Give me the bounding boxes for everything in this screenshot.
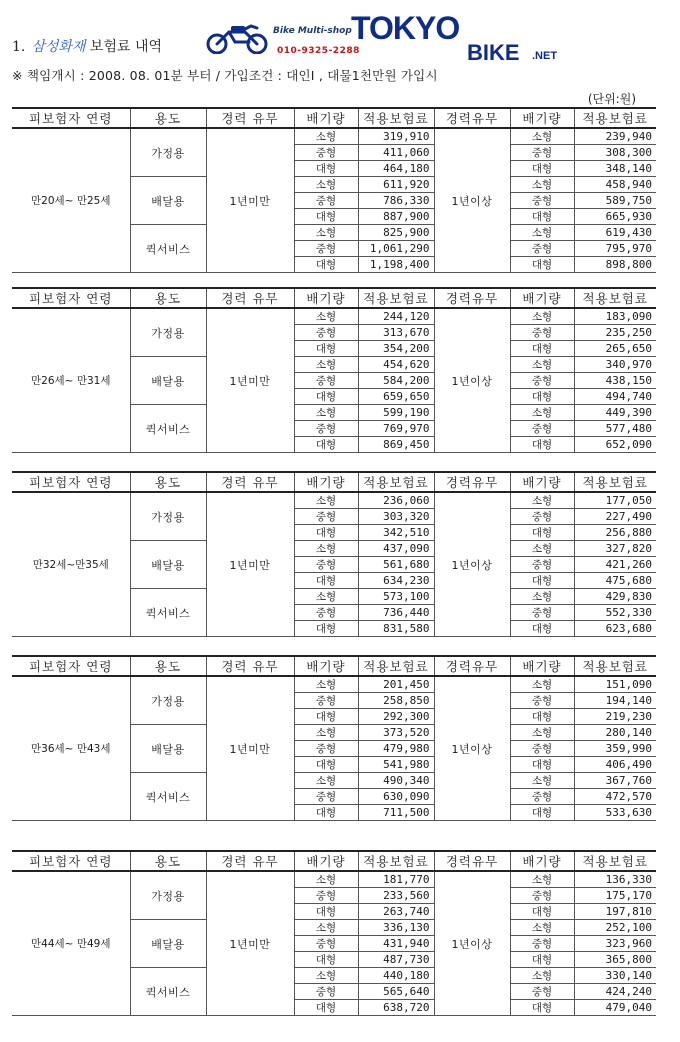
displacement-cell: 대형 (294, 621, 358, 637)
displacement-cell: 중형 (294, 984, 358, 1000)
usage-cell: 배달용 (130, 357, 206, 405)
premium-cell: 630,090 (358, 789, 434, 805)
displacement-cell: 대형 (510, 709, 574, 725)
column-header: 용도 (130, 851, 206, 871)
premium-cell: 258,850 (358, 693, 434, 709)
logo-brand-bike: BIKE (467, 40, 520, 65)
premium-cell: 323,960 (574, 936, 656, 952)
displacement-cell: 중형 (294, 693, 358, 709)
displacement-cell: 대형 (294, 757, 358, 773)
premium-cell: 256,880 (574, 525, 656, 541)
premium-cell: 263,740 (358, 904, 434, 920)
logo-phone: 010-9325-2288 (277, 46, 360, 56)
premium-cell: 313,670 (358, 325, 434, 341)
column-header: 배기량 (510, 288, 574, 308)
premium-cell: 589,750 (574, 193, 656, 209)
displacement-cell: 소형 (294, 589, 358, 605)
experience-cell: 1년미만 (206, 871, 294, 1016)
motorcycle-icon (205, 20, 271, 54)
displacement-cell: 중형 (510, 936, 574, 952)
premium-cell: 438,150 (574, 373, 656, 389)
column-header: 적용보험료 (358, 851, 434, 871)
displacement-cell: 대형 (510, 209, 574, 225)
premium-cell: 887,900 (358, 209, 434, 225)
displacement-cell: 소형 (294, 871, 358, 888)
displacement-cell: 소형 (294, 676, 358, 693)
experience-cell: 1년미만 (206, 676, 294, 821)
displacement-cell: 대형 (294, 805, 358, 821)
column-header: 피보험자 연령 (12, 656, 130, 676)
column-header: 경력유무 (434, 288, 510, 308)
column-header: 배기량 (294, 108, 358, 128)
premium-cell: 342,510 (358, 525, 434, 541)
column-header: 배기량 (510, 472, 574, 492)
displacement-cell: 중형 (294, 509, 358, 525)
displacement-cell: 중형 (510, 325, 574, 341)
premium-cell: 175,170 (574, 888, 656, 904)
displacement-cell: 중형 (510, 557, 574, 573)
column-header: 경력유무 (434, 108, 510, 128)
usage-cell: 퀵서비스 (130, 773, 206, 821)
column-header: 적용보험료 (574, 108, 656, 128)
displacement-cell: 중형 (510, 693, 574, 709)
displacement-cell: 대형 (294, 573, 358, 589)
displacement-cell: 중형 (510, 373, 574, 389)
displacement-cell: 중형 (510, 888, 574, 904)
usage-cell: 가정용 (130, 492, 206, 541)
premium-table (12, 655, 656, 821)
premium-cell: 552,330 (574, 605, 656, 621)
displacement-cell: 대형 (294, 904, 358, 920)
column-header: 경력 유무 (206, 288, 294, 308)
premium-cell: 573,100 (358, 589, 434, 605)
displacement-cell: 중형 (510, 605, 574, 621)
experience-cell: 1년이상 (434, 128, 510, 273)
premium-cell: 183,090 (574, 308, 656, 325)
premium-cell: 233,560 (358, 888, 434, 904)
displacement-cell: 대형 (510, 257, 574, 273)
column-header: 경력유무 (434, 656, 510, 676)
displacement-cell: 대형 (510, 389, 574, 405)
premium-cell: 440,180 (358, 968, 434, 984)
displacement-cell: 소형 (294, 225, 358, 241)
experience-cell: 1년미만 (206, 492, 294, 637)
section-number: 1. (12, 39, 26, 55)
column-header: 피보험자 연령 (12, 288, 130, 308)
displacement-cell: 소형 (294, 541, 358, 557)
premium-cell: 340,970 (574, 357, 656, 373)
column-header: 배기량 (294, 851, 358, 871)
premium-cell: 151,090 (574, 676, 656, 693)
displacement-cell: 중형 (294, 888, 358, 904)
premium-cell: 665,930 (574, 209, 656, 225)
displacement-cell: 중형 (294, 741, 358, 757)
displacement-cell: 중형 (294, 789, 358, 805)
premium-table (12, 850, 656, 1016)
unit-label: (단위:원) (587, 92, 636, 106)
column-header: 배기량 (510, 108, 574, 128)
column-header: 경력 유무 (206, 851, 294, 871)
premium-cell: 348,140 (574, 161, 656, 177)
displacement-cell: 대형 (294, 437, 358, 453)
premium-cell: 292,300 (358, 709, 434, 725)
premium-cell: 244,120 (358, 308, 434, 325)
premium-cell: 479,040 (574, 1000, 656, 1016)
column-header: 경력 유무 (206, 108, 294, 128)
displacement-cell: 대형 (294, 709, 358, 725)
displacement-cell: 대형 (294, 389, 358, 405)
displacement-cell: 중형 (510, 984, 574, 1000)
premium-cell: 711,500 (358, 805, 434, 821)
column-header: 배기량 (294, 656, 358, 676)
displacement-cell: 소형 (294, 357, 358, 373)
premium-cell: 487,730 (358, 952, 434, 968)
displacement-cell: 대형 (510, 437, 574, 453)
displacement-cell: 대형 (510, 161, 574, 177)
column-header: 적용보험료 (574, 656, 656, 676)
displacement-cell: 중형 (294, 241, 358, 257)
displacement-cell: 중형 (294, 936, 358, 952)
displacement-cell: 소형 (510, 225, 574, 241)
age-range-cell: 만44세~ 만49세 (12, 871, 130, 1016)
column-header: 적용보험료 (358, 288, 434, 308)
usage-cell: 배달용 (130, 725, 206, 773)
displacement-cell: 대형 (510, 805, 574, 821)
age-range-cell: 만32세~만35세 (12, 492, 130, 637)
displacement-cell: 중형 (294, 145, 358, 161)
premium-cell: 365,800 (574, 952, 656, 968)
displacement-cell: 중형 (510, 241, 574, 257)
column-header: 용도 (130, 472, 206, 492)
premium-cell: 494,740 (574, 389, 656, 405)
usage-cell: 배달용 (130, 541, 206, 589)
premium-cell: 869,450 (358, 437, 434, 453)
displacement-cell: 소형 (294, 968, 358, 984)
table-row (12, 871, 656, 888)
column-header: 경력유무 (434, 472, 510, 492)
displacement-cell: 중형 (510, 145, 574, 161)
premium-table (12, 471, 656, 637)
premium-cell: 619,430 (574, 225, 656, 241)
displacement-cell: 소형 (510, 676, 574, 693)
experience-cell: 1년이상 (434, 871, 510, 1016)
premium-cell: 319,910 (358, 128, 434, 145)
premium-cell: 252,100 (574, 920, 656, 936)
premium-cell: 265,650 (574, 341, 656, 357)
usage-cell: 퀵서비스 (130, 225, 206, 273)
experience-cell: 1년이상 (434, 492, 510, 637)
displacement-cell: 중형 (510, 421, 574, 437)
premium-cell: 449,390 (574, 405, 656, 421)
column-header: 용도 (130, 288, 206, 308)
displacement-cell: 소형 (510, 773, 574, 789)
premium-cell: 424,240 (574, 984, 656, 1000)
premium-cell: 327,820 (574, 541, 656, 557)
company-name: 삼성화재 (31, 39, 86, 55)
premium-cell: 201,450 (358, 676, 434, 693)
column-header: 배기량 (294, 288, 358, 308)
premium-cell: 825,900 (358, 225, 434, 241)
premium-cell: 533,630 (574, 805, 656, 821)
premium-cell: 235,250 (574, 325, 656, 341)
premium-cell: 786,330 (358, 193, 434, 209)
premium-cell: 652,090 (574, 437, 656, 453)
column-header: 경력 유무 (206, 656, 294, 676)
premium-cell: 565,640 (358, 984, 434, 1000)
premium-cell: 475,680 (574, 573, 656, 589)
premium-cell: 561,680 (358, 557, 434, 573)
table-header-row (12, 472, 656, 492)
displacement-cell: 소형 (510, 541, 574, 557)
premium-table (12, 107, 656, 273)
displacement-cell: 대형 (510, 757, 574, 773)
premium-cell: 181,770 (358, 871, 434, 888)
premium-cell: 303,320 (358, 509, 434, 525)
displacement-cell: 소형 (510, 968, 574, 984)
displacement-cell: 소형 (510, 308, 574, 325)
displacement-cell: 소형 (294, 492, 358, 509)
premium-cell: 411,060 (358, 145, 434, 161)
premium-cell: 227,490 (574, 509, 656, 525)
coverage-notice: ※ 책임개시 : 2008. 08. 01분 부터 / 가입조건 : 대인I , 대물1천만원 가입시 (12, 68, 438, 83)
usage-cell: 배달용 (130, 177, 206, 225)
table-header-row (12, 656, 656, 676)
usage-cell: 가정용 (130, 676, 206, 725)
premium-cell: 769,970 (358, 421, 434, 437)
displacement-cell: 소형 (510, 357, 574, 373)
column-header: 적용보험료 (574, 472, 656, 492)
displacement-cell: 소형 (510, 871, 574, 888)
premium-cell: 421,260 (574, 557, 656, 573)
usage-cell: 퀵서비스 (130, 405, 206, 453)
age-range-cell: 만36세~ 만43세 (12, 676, 130, 821)
premium-cell: 458,940 (574, 177, 656, 193)
displacement-cell: 소형 (294, 128, 358, 145)
premium-cell: 541,980 (358, 757, 434, 773)
displacement-cell: 중형 (294, 193, 358, 209)
displacement-cell: 소형 (294, 405, 358, 421)
displacement-cell: 대형 (294, 341, 358, 357)
premium-cell: 454,620 (358, 357, 434, 373)
displacement-cell: 중형 (294, 421, 358, 437)
column-header: 적용보험료 (574, 288, 656, 308)
premium-cell: 437,090 (358, 541, 434, 557)
table-row (12, 492, 656, 509)
displacement-cell: 중형 (294, 373, 358, 389)
displacement-cell: 소형 (510, 128, 574, 145)
premium-cell: 308,300 (574, 145, 656, 161)
column-header: 배기량 (510, 656, 574, 676)
title-suffix: 보험료 내역 (89, 39, 162, 55)
displacement-cell: 대형 (510, 904, 574, 920)
displacement-cell: 소형 (510, 920, 574, 936)
premium-cell: 429,830 (574, 589, 656, 605)
premium-cell: 280,140 (574, 725, 656, 741)
premium-cell: 431,940 (358, 936, 434, 952)
premium-cell: 634,230 (358, 573, 434, 589)
displacement-cell: 중형 (510, 509, 574, 525)
displacement-cell: 대형 (510, 621, 574, 637)
displacement-cell: 소형 (510, 177, 574, 193)
usage-cell: 배달용 (130, 920, 206, 968)
premium-cell: 406,490 (574, 757, 656, 773)
displacement-cell: 대형 (510, 573, 574, 589)
usage-cell: 퀵서비스 (130, 968, 206, 1016)
premium-table (12, 287, 656, 453)
premium-cell: 1,061,290 (358, 241, 434, 257)
displacement-cell: 대형 (510, 1000, 574, 1016)
usage-cell: 가정용 (130, 128, 206, 177)
column-header: 피보험자 연령 (12, 851, 130, 871)
page-title (12, 36, 162, 56)
displacement-cell: 소형 (294, 308, 358, 325)
displacement-cell: 대형 (294, 952, 358, 968)
logo-shop: Bike Multi-shop (273, 26, 352, 36)
column-header: 용도 (130, 108, 206, 128)
table-row (12, 308, 656, 325)
logo-net: .NET (532, 50, 558, 62)
displacement-cell: 중형 (510, 193, 574, 209)
premium-cell: 373,520 (358, 725, 434, 741)
displacement-cell: 소형 (294, 920, 358, 936)
displacement-cell: 대형 (510, 952, 574, 968)
displacement-cell: 대형 (510, 341, 574, 357)
column-header: 피보험자 연령 (12, 472, 130, 492)
displacement-cell: 대형 (294, 257, 358, 273)
displacement-cell: 중형 (294, 605, 358, 621)
premium-cell: 831,580 (358, 621, 434, 637)
column-header: 배기량 (510, 851, 574, 871)
age-range-cell: 만20세~ 만25세 (12, 128, 130, 273)
premium-cell: 479,980 (358, 741, 434, 757)
premium-cell: 490,340 (358, 773, 434, 789)
premium-cell: 177,050 (574, 492, 656, 509)
logo-brand-tokyo: TOKYO (351, 10, 460, 46)
premium-cell: 464,180 (358, 161, 434, 177)
table-header-row (12, 851, 656, 871)
displacement-cell: 소형 (510, 492, 574, 509)
page-header (0, 0, 680, 110)
displacement-cell: 중형 (510, 741, 574, 757)
displacement-cell: 소형 (294, 725, 358, 741)
table-header-row (12, 108, 656, 128)
table-row (12, 676, 656, 693)
displacement-cell: 중형 (294, 557, 358, 573)
experience-cell: 1년미만 (206, 308, 294, 453)
premium-cell: 330,140 (574, 968, 656, 984)
column-header: 경력 유무 (206, 472, 294, 492)
usage-cell: 퀵서비스 (130, 589, 206, 637)
premium-cell: 336,130 (358, 920, 434, 936)
premium-cell: 194,140 (574, 693, 656, 709)
usage-cell: 가정용 (130, 871, 206, 920)
premium-cell: 611,920 (358, 177, 434, 193)
premium-cell: 472,570 (574, 789, 656, 805)
premium-cell: 1,198,400 (358, 257, 434, 273)
premium-cell: 599,190 (358, 405, 434, 421)
premium-cell: 659,650 (358, 389, 434, 405)
displacement-cell: 대형 (294, 525, 358, 541)
experience-cell: 1년이상 (434, 308, 510, 453)
premium-cell: 197,810 (574, 904, 656, 920)
column-header: 경력유무 (434, 851, 510, 871)
displacement-cell: 소형 (294, 773, 358, 789)
premium-cell: 795,970 (574, 241, 656, 257)
premium-cell: 136,330 (574, 871, 656, 888)
tokyobike-logo (205, 10, 558, 68)
premium-cell: 236,060 (358, 492, 434, 509)
premium-cell: 239,940 (574, 128, 656, 145)
premium-cell: 623,680 (574, 621, 656, 637)
displacement-cell: 대형 (294, 1000, 358, 1016)
column-header: 배기량 (294, 472, 358, 492)
displacement-cell: 중형 (510, 789, 574, 805)
column-header: 용도 (130, 656, 206, 676)
column-header: 피보험자 연령 (12, 108, 130, 128)
column-header: 적용보험료 (358, 108, 434, 128)
column-header: 적용보험료 (358, 656, 434, 676)
displacement-cell: 소형 (510, 725, 574, 741)
age-range-cell: 만26세~ 만31세 (12, 308, 130, 453)
table-header-row (12, 288, 656, 308)
premium-cell: 898,800 (574, 257, 656, 273)
premium-cell: 359,990 (574, 741, 656, 757)
table-row (12, 128, 656, 145)
experience-cell: 1년이상 (434, 676, 510, 821)
column-header: 적용보험료 (358, 472, 434, 492)
premium-cell: 638,720 (358, 1000, 434, 1016)
displacement-cell: 소형 (294, 177, 358, 193)
experience-cell: 1년미만 (206, 128, 294, 273)
premium-cell: 354,200 (358, 341, 434, 357)
displacement-cell: 대형 (294, 161, 358, 177)
displacement-cell: 소형 (510, 405, 574, 421)
premium-cell: 367,760 (574, 773, 656, 789)
displacement-cell: 대형 (294, 209, 358, 225)
displacement-cell: 중형 (294, 325, 358, 341)
premium-cell: 577,480 (574, 421, 656, 437)
premium-cell: 736,440 (358, 605, 434, 621)
premium-cell: 584,200 (358, 373, 434, 389)
column-header: 적용보험료 (574, 851, 656, 871)
usage-cell: 가정용 (130, 308, 206, 357)
displacement-cell: 소형 (510, 589, 574, 605)
displacement-cell: 대형 (510, 525, 574, 541)
premium-cell: 219,230 (574, 709, 656, 725)
